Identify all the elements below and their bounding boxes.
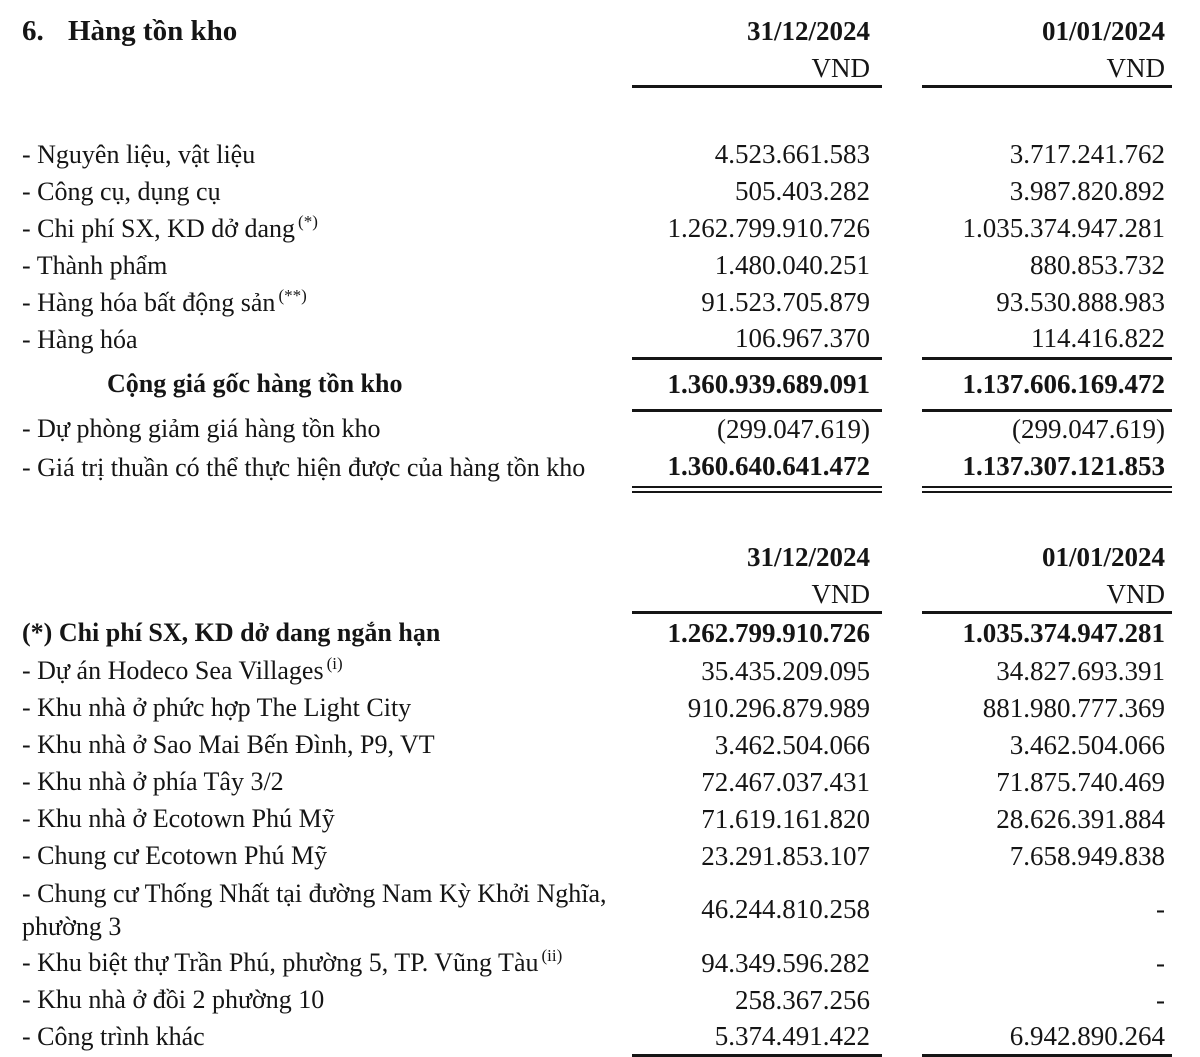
unit-label-1: VND [632, 579, 882, 613]
row-value-current: 72.467.037.431 [701, 766, 870, 797]
inventory-summary-table [22, 10, 1172, 493]
row-label: - Thành phẩm [22, 250, 168, 280]
row-value-prior: 114.416.822 [922, 321, 1172, 358]
row-net-realizable-value [22, 447, 1172, 489]
row-value-prior: - [1156, 947, 1165, 978]
row-label: - Khu nhà ở phức hợp The Light City [22, 693, 412, 722]
column-header-date-2: 01/01/2024 [1041, 542, 1165, 572]
row-value-current: 258.367.256 [735, 984, 870, 1015]
row-wip-short-term-total [22, 613, 1172, 653]
row-value-prior: 881.980.777.369 [982, 692, 1165, 723]
wip-detail-table [22, 537, 1172, 1057]
row-ecotown-phu-my-housing [22, 801, 1172, 838]
column-header-date-2: 01/01/2024 [1041, 15, 1165, 46]
row-value-current: 23.291.853.107 [701, 840, 870, 871]
row-ecotown-phu-my-apartment [22, 838, 1172, 875]
row-merchandise [22, 321, 1172, 358]
total-label: Cộng giá gốc hàng tồn kho [107, 369, 403, 398]
footnote-marker: (*) [298, 211, 318, 231]
unit-label-2: VND [922, 52, 1172, 86]
row-label: - Nguyên liệu, vật liệu [22, 139, 256, 169]
row-provision [22, 410, 1172, 447]
footnote-marker: (ii) [541, 946, 563, 966]
row-tools-supplies [22, 173, 1172, 210]
note-number: 6. [22, 14, 44, 47]
row-value-current: 5.374.491.422 [632, 1019, 882, 1056]
total-value-current: 1.360.939.689.091 [632, 358, 882, 410]
row-value-prior: 1.035.374.947.281 [962, 213, 1165, 243]
row-value-prior: 3.462.504.066 [1009, 729, 1165, 760]
row-label: - Khu biệt thự Trần Phú, phường 5, TP. Vũng Tàu [22, 948, 539, 977]
row-value-current: 505.403.282 [735, 176, 870, 206]
row-total-cost [22, 358, 1172, 410]
row-label: - Hàng hóa bất động sản [22, 287, 276, 317]
row-label: - Khu nhà ở đồi 2 phường 10 [22, 985, 325, 1014]
row-label: - Công cụ, dụng cụ [22, 176, 221, 206]
row-value-prior: 34.827.693.391 [996, 655, 1165, 686]
row-value-prior: 28.626.391.884 [996, 803, 1165, 834]
row-label: - Công trình khác [22, 1022, 205, 1051]
unit-label-1: VND [632, 52, 882, 86]
spacer-row [22, 86, 1172, 136]
unit-label-2: VND [922, 579, 1172, 613]
row-finished-goods [22, 247, 1172, 284]
row-value-current: 46.244.810.258 [701, 894, 870, 924]
footnote-marker: (**) [278, 285, 307, 305]
row-label: - Dự án Hodeco Sea Villages [22, 656, 324, 685]
row-label: - Hàng hóa [22, 324, 138, 354]
section-total-current: 1.262.799.910.726 [667, 617, 870, 648]
note-title-text: Hàng tồn kho [68, 14, 238, 47]
row-value-prior: - [1156, 894, 1165, 924]
row-label: - Khu nhà ở Ecotown Phú Mỹ [22, 804, 335, 833]
header-row-dates [22, 10, 1172, 52]
row-value-prior: 880.853.732 [1030, 250, 1165, 280]
row-value-current: 910.296.879.989 [687, 692, 870, 723]
row-value-current: 4.523.661.583 [714, 139, 870, 169]
row-value-prior: 7.658.949.838 [1009, 840, 1165, 871]
row-phia-tay-3-2 [22, 764, 1172, 801]
footnote-marker: (i) [326, 654, 343, 674]
total-value-prior: 1.137.606.169.472 [922, 358, 1172, 410]
row-doi-2-phuong-10 [22, 982, 1172, 1019]
column-header-date-1: 31/12/2024 [746, 15, 870, 46]
row-value-current: 3.462.504.066 [714, 729, 870, 760]
row-value-current: 35.435.209.095 [701, 655, 870, 686]
row-label: - Khu nhà ở Sao Mai Bến Đình, P9, VT [22, 730, 435, 759]
row-value-current: (299.047.619) [717, 413, 870, 444]
row-tran-phu-villas [22, 945, 1172, 982]
row-label: - Khu nhà ở phía Tây 3/2 [22, 767, 284, 796]
note-title [22, 15, 632, 48]
row-raw-materials [22, 136, 1172, 173]
row-work-in-progress [22, 210, 1172, 247]
row-hodeco-sea-villages [22, 653, 1172, 690]
row-value-prior: - [1156, 984, 1165, 1015]
row-label: - Chi phí SX, KD dở dang [22, 213, 296, 243]
row-thong-nhat-apartment [22, 875, 1172, 945]
header-row-dates [22, 537, 1172, 579]
row-value-current: 106.967.370 [632, 321, 882, 358]
row-other-projects [22, 1019, 1172, 1056]
row-value-prior: 3.987.820.892 [1009, 176, 1165, 206]
row-value-prior: 93.530.888.983 [996, 287, 1165, 317]
row-label: - Chung cư Thống Nhất tại đường Nam Kỳ Khởi Nghĩa, phường 3 [22, 878, 607, 941]
row-value-prior: (299.047.619) [1012, 413, 1165, 444]
row-label: - Chung cư Ecotown Phú Mỹ [22, 841, 328, 870]
row-label: - Dự phòng giảm giá hàng tồn kho [22, 413, 381, 443]
row-value-current: 1.262.799.910.726 [667, 213, 870, 243]
section-header-label: (*) Chi phí SX, KD dở dang ngắn hạn [22, 617, 441, 647]
column-header-date-1: 31/12/2024 [746, 542, 870, 572]
row-value-prior: 6.942.890.264 [922, 1019, 1172, 1056]
section-total-prior: 1.035.374.947.281 [962, 617, 1165, 648]
row-real-estate-goods [22, 284, 1172, 321]
row-value-current: 71.619.161.820 [701, 803, 870, 834]
row-value-current: 91.523.705.879 [701, 287, 870, 317]
row-sao-mai-ben-dinh [22, 727, 1172, 764]
row-value-current: 1.480.040.251 [714, 250, 870, 280]
row-the-light-city [22, 690, 1172, 727]
header-row-unit [22, 579, 1172, 613]
net-value-current: 1.360.640.641.472 [632, 447, 882, 489]
row-value-prior: 71.875.740.469 [996, 766, 1165, 797]
net-value-prior: 1.137.307.121.853 [922, 447, 1172, 489]
row-label: - Giá trị thuần có thể thực hiện được của hàng tồn kho [22, 453, 586, 482]
row-value-current: 94.349.596.282 [701, 947, 870, 978]
row-value-prior: 3.717.241.762 [1009, 139, 1165, 169]
header-row-unit [22, 52, 1172, 86]
